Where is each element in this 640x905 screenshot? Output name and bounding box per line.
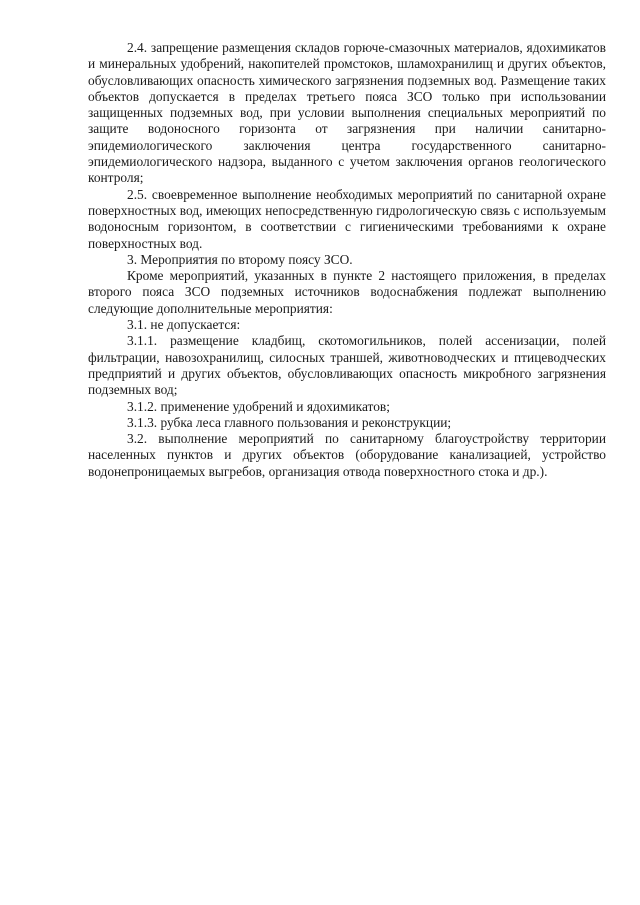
section-heading-3: 3. Мероприятия по второму поясу ЗСО. — [127, 251, 353, 267]
paragraph-3-2: 3.2. выполнение мероприятий по санитарному благоустройству территории населенных пунктов и других объектов (оборудование канализацией, устройство водонепроницаемых выгребов, организация отвода поверхностного стока и др.). — [88, 431, 606, 479]
paragraph-3-1-1: 3.1.1. размещение кладбищ, скотомогильников, полей ассенизации, полей фильтрации, навозохранилищ, силосных траншей, животноводческих и птицеводческих предприятий и других объектов, обусловливающих опасность микробного загрязнения подземных вод; — [88, 333, 606, 398]
paragraph-3-intro: Кроме мероприятий, указанных в пункте 2 настоящего приложения, в пределах второго пояса ЗСО подземных источников водоснабжения подлежат выполнению следующие дополнительные мероприятия: — [88, 268, 606, 316]
paragraph-3-1-2: 3.1.2. применение удобрений и ядохимикатов; — [127, 398, 390, 414]
paragraph-3-1: 3.1. не допускается: — [127, 317, 241, 333]
paragraph-2-4: 2.4. запрещение размещения складов горюче-смазочных материалов, ядохимикатов и минеральных удобрений, накопителей промстоков, шламохранилищ и других объектов, обусловливающих опасность химического загрязнения подземных вод. Размещение таких объектов допускается в пределах третьего пояса ЗСО только при использовании защищенных подземных вод, при условии выполнения специальных мероприятий по защите водоносного горизонта от загрязнения при наличии санитарно-эпидемиологического заключения центра государственного санитарно-эпидемиологического надзора, выданного с учетом заключения органов геологического контроля; — [88, 40, 606, 186]
paragraph-3-1-3: 3.1.3. рубка леса главного пользования и реконструкции; — [127, 414, 452, 430]
paragraph-2-5: 2.5. своевременное выполнение необходимых мероприятий по санитарной охране поверхностных вод, имеющих непосредственную гидрологическую связь с используемым водоносным горизонтом, в соответствии с гигиеническими требованиями к охране поверхностных вод. — [88, 186, 606, 251]
document-page — [88, 40, 606, 480]
